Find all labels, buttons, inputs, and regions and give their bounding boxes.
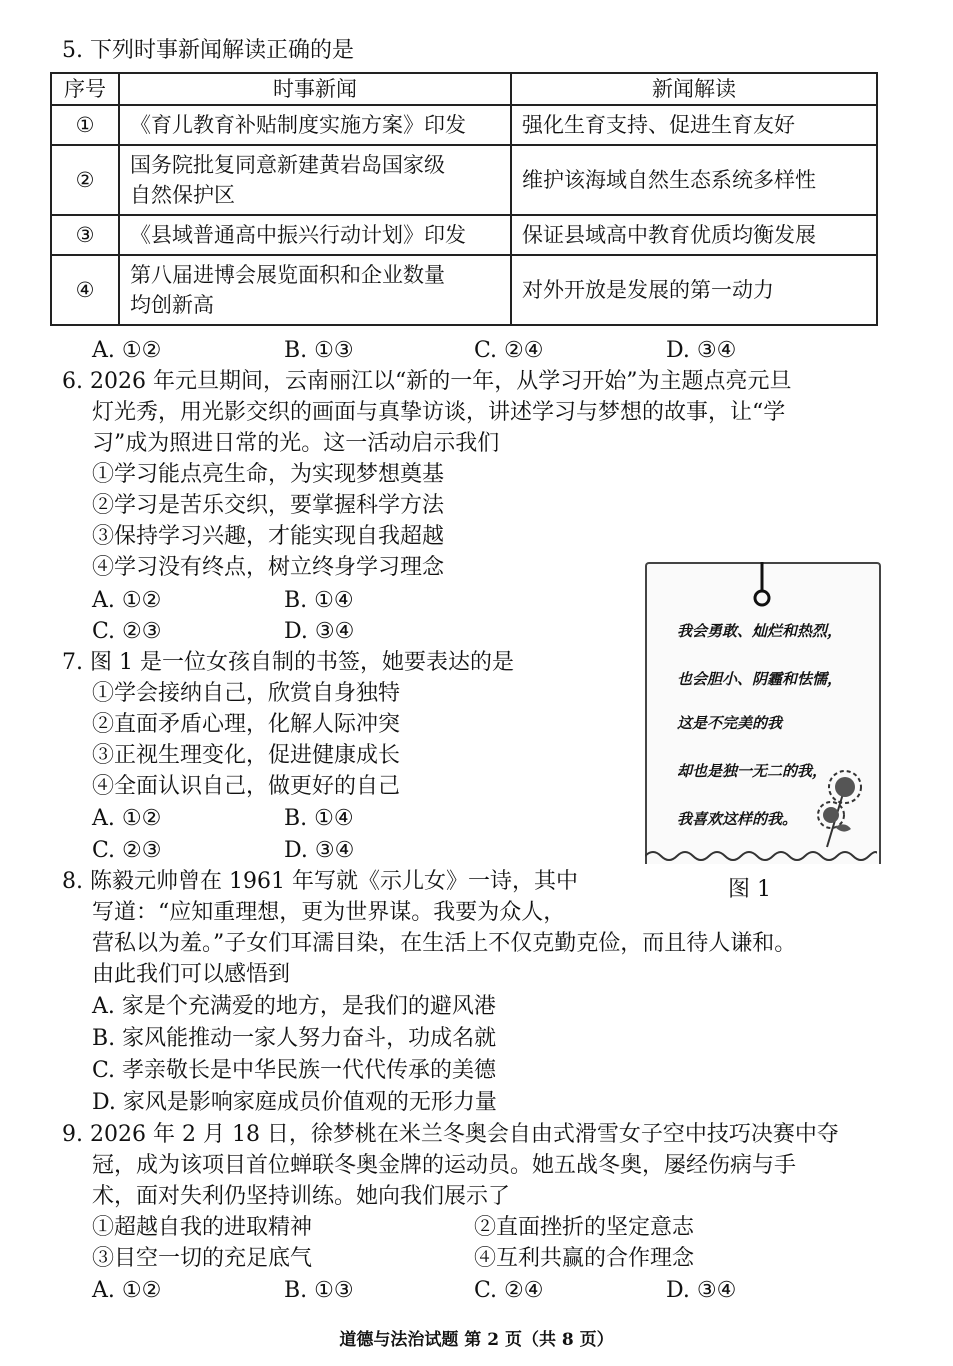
bookmark-line: 也会胆小、阴霾和怯懦， xyxy=(677,670,843,688)
q6-item: ③保持学习兴趣，才能实现自我超越 xyxy=(92,524,445,549)
header-news: 时事新闻 xyxy=(119,73,511,105)
q9-stem-line: 术，面对失利仍坚持训练。她向我们展示了 xyxy=(92,1184,511,1209)
q7-option-d: D. ③④ xyxy=(284,838,355,863)
q9-option-c: C. ②④ xyxy=(474,1278,544,1303)
flower-icon xyxy=(818,771,861,847)
row-news xyxy=(119,105,511,145)
page-footer: 道德与法治试题 第 2 页（共 8 页） xyxy=(339,1330,614,1350)
q8-stem-line: 8. 陈毅元帅曾在 1961 年写就《示儿女》一诗，其中 xyxy=(62,869,578,894)
row-news-line: 《县域普通高中振兴行动计划》印发 xyxy=(130,223,466,247)
row-news xyxy=(119,215,511,255)
q9-option-b: B. ①③ xyxy=(284,1278,354,1303)
table-row xyxy=(51,255,877,325)
q6-option-a: A. ①② xyxy=(92,588,162,613)
q7-stem: 7. 图 1 是一位女孩自制的书签，她要表达的是 xyxy=(62,650,514,675)
q8-option-c: C. 孝亲敬长是中华民族一代代传承的美德 xyxy=(92,1058,497,1083)
table-row xyxy=(51,215,877,255)
bookmark-line: 这是不完美的我 xyxy=(677,714,783,732)
header-num: 序号 xyxy=(51,73,119,105)
q6-stem-line: 6. 2026 年元旦期间，云南丽江以“新的一年，从学习开始”为主题点亮元旦 xyxy=(62,369,792,394)
q6-option-d: D. ③④ xyxy=(284,619,355,644)
row-news-line: 国务院批复同意新建黄岩岛国家级 xyxy=(130,153,445,177)
q9-stem-line: 冠，成为该项目首位蝉联冬奥金牌的运动员。她五战冬奥，屡经伤病与手 xyxy=(92,1153,797,1178)
row-news-line: 自然保护区 xyxy=(130,183,235,207)
row-reading: 保证县域高中教育优质均衡发展 xyxy=(511,215,877,255)
q6-item: ②学习是苦乐交织，要掌握科学方法 xyxy=(92,493,445,518)
row-num: ② xyxy=(51,145,119,215)
q8-stem-line: 由此我们可以感悟到 xyxy=(92,962,291,987)
row-news xyxy=(119,145,511,215)
q7-item: ④全面认识自己，做更好的自己 xyxy=(92,774,401,799)
bookmark-hole xyxy=(755,591,769,605)
q9-item: ③目空一切的充足底气 xyxy=(92,1246,313,1271)
q8-option-b: B. 家风能推动一家人努力奋斗，功成名就 xyxy=(92,1026,497,1051)
bookmark-line: 却也是独一无二的我， xyxy=(677,762,828,780)
bookmark-line: 我会勇敢、灿烂和热烈， xyxy=(677,622,843,640)
q7-option-b: B. ①④ xyxy=(284,806,354,831)
q8-stem-line: 营私以为羞。”子女们耳濡目染，在生活上不仅克勤克俭，而且待人谦和。 xyxy=(92,931,797,956)
q9-option-a: A. ①② xyxy=(92,1278,162,1303)
bookmark-wave-edge xyxy=(645,852,877,860)
row-news-line: 第八届进博会展览面积和企业数量 xyxy=(130,263,445,287)
row-reading: 对外开放是发展的第一动力 xyxy=(511,255,877,325)
q9-stem-line: 9. 2026 年 2 月 18 日，徐梦桃在米兰冬奥会自由式滑雪女子空中技巧决赛中夺 xyxy=(62,1122,839,1147)
table-header-row xyxy=(51,73,877,105)
q5-option-b: B. ①③ xyxy=(284,338,354,363)
q5-option-d: D. ③④ xyxy=(666,338,737,363)
q9-option-d: D. ③④ xyxy=(666,1278,737,1303)
q7-item: ②直面矛盾心理，化解人际冲突 xyxy=(92,712,401,737)
table-row xyxy=(51,145,877,215)
q9-item: ②直面挫折的坚定意志 xyxy=(474,1215,695,1240)
q6-stem-line: 习”成为照进日常的光。这一活动启示我们 xyxy=(92,431,500,456)
q7-item: ③正视生理变化，促进健康成长 xyxy=(92,743,401,768)
q8-stem-line: 写道：“应知重理想，更为世界谋。我要为众人， xyxy=(92,900,566,925)
row-num: ③ xyxy=(51,215,119,255)
q7-option-c: C. ②③ xyxy=(92,838,162,863)
q5-option-c: C. ②④ xyxy=(474,338,544,363)
q6-option-b: B. ①④ xyxy=(284,588,354,613)
q9-item: ①超越自我的进取精神 xyxy=(92,1215,313,1240)
figure-caption: 图 1 xyxy=(728,877,771,902)
q8-option-d: D. 家风是影响家庭成员价值观的无形力量 xyxy=(92,1090,497,1115)
row-news-line: 《育儿教育补贴制度实施方案》印发 xyxy=(130,113,466,137)
news-table xyxy=(50,72,878,326)
q9-item: ④互利共赢的合作理念 xyxy=(474,1246,695,1271)
q6-item: ④学习没有终点，树立终身学习理念 xyxy=(92,555,445,580)
q7-option-a: A. ①② xyxy=(92,806,162,831)
row-news-line: 均创新高 xyxy=(130,293,214,317)
q6-option-c: C. ②③ xyxy=(92,619,162,644)
row-news xyxy=(119,255,511,325)
bookmark-figure xyxy=(645,562,881,864)
row-reading: 维护该海域自然生态系统多样性 xyxy=(511,145,877,215)
table-row xyxy=(51,105,877,145)
q5-option-a: A. ①② xyxy=(92,338,162,363)
bookmark-line: 我喜欢这样的我。 xyxy=(677,810,798,828)
header-reading: 新闻解读 xyxy=(511,73,877,105)
q6-stem-line: 灯光秀，用光影交织的画面与真挚访谈，讲述学习与梦想的故事，让“学 xyxy=(92,400,786,425)
q5-stem: 5. 下列时事新闻解读正确的是 xyxy=(62,38,354,63)
row-num: ④ xyxy=(51,255,119,325)
row-num: ① xyxy=(51,105,119,145)
q6-item: ①学习能点亮生命，为实现梦想奠基 xyxy=(92,462,445,487)
q7-item: ①学会接纳自己，欣赏自身独特 xyxy=(92,681,401,706)
q8-option-a: A. 家是个充满爱的地方，是我们的避风港 xyxy=(92,994,496,1019)
row-reading: 强化生育支持、促进生育友好 xyxy=(511,105,877,145)
